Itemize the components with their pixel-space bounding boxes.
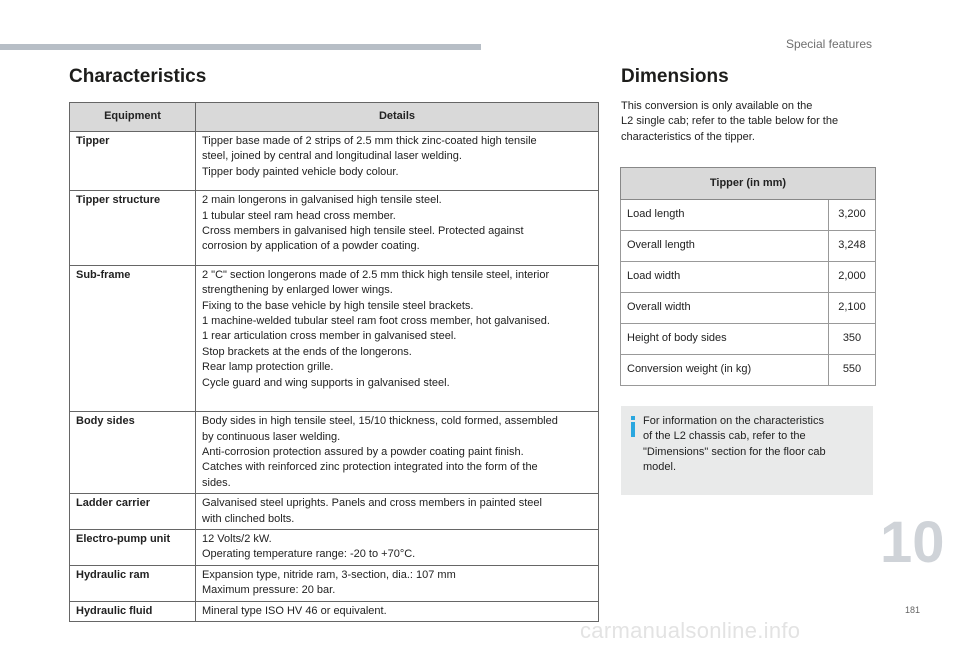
- equipment-label: Tipper: [70, 132, 196, 191]
- detail-line: Body sides in high tensile steel, 15/10 thickness, cold formed, assembled: [202, 415, 558, 428]
- equipment-label: Sub-frame: [70, 265, 196, 411]
- table-row: [70, 265, 599, 411]
- info-line: "Dimensions" section for the floor cab: [643, 445, 826, 458]
- dimensions-title: Dimensions: [621, 66, 729, 87]
- detail-line: Fixing to the base vehicle by high tensile steel brackets.: [202, 299, 474, 312]
- equipment-details: [196, 412, 599, 494]
- detail-line: Galvanised steel uprights. Panels and cross members in painted steel: [202, 497, 542, 510]
- equipment-details: [196, 132, 599, 191]
- detail-line: Tipper base made of 2 strips of 2.5 mm thick zinc-coated high tensile: [202, 135, 537, 147]
- info-line: model.: [643, 461, 677, 474]
- equipment-details: [196, 191, 599, 266]
- dimension-value: 2,100: [829, 293, 876, 324]
- detail-line: by continuous laser welding.: [202, 430, 341, 443]
- equipment-label: Tipper structure: [70, 191, 196, 266]
- equipment-label: Ladder carrier: [70, 494, 196, 530]
- detail-line: Catches with reinforced zinc protection integrated into the form of the: [202, 461, 538, 474]
- characteristics-table: [69, 102, 599, 622]
- page-number: 181: [905, 605, 921, 615]
- table-row: [621, 293, 876, 324]
- equipment-label: Electro-pump unit: [70, 529, 196, 565]
- detail-line: Tipper body painted vehicle body colour.: [202, 165, 399, 178]
- info-box: [621, 406, 873, 495]
- dimension-label: Height of body sides: [621, 324, 829, 355]
- watermark: carmanualsonline.info: [580, 618, 801, 643]
- dimensions-intro: [621, 99, 871, 145]
- intro-line: This conversion is only available on the: [621, 100, 813, 112]
- table-row: [70, 494, 599, 530]
- detail-line: Maximum pressure: 20 bar.: [202, 584, 336, 597]
- table-row: [621, 262, 876, 293]
- dimension-value: 550: [829, 355, 876, 386]
- header-rule: [0, 44, 481, 50]
- equipment-label: Hydraulic ram: [70, 565, 196, 601]
- detail-line: Operating temperature range: -20 to +70°C.: [202, 548, 416, 561]
- info-text: [643, 414, 865, 476]
- equipment-details: [196, 601, 599, 621]
- detail-line: Cycle guard and wing supports in galvanised steel.: [202, 376, 450, 389]
- detail-line: corrosion by application of a powder coating.: [202, 240, 420, 253]
- detail-line: with clinched bolts.: [202, 512, 295, 525]
- dimension-label: Load width: [621, 262, 829, 293]
- table-row: [70, 565, 599, 601]
- detail-line: Expansion type, nitride ram, 3-section, dia.: 107 mm: [202, 568, 456, 581]
- dimension-label: Conversion weight (in kg): [621, 355, 829, 386]
- info-icon: [631, 416, 635, 437]
- dimension-label: Load length: [621, 200, 829, 231]
- table-row: [621, 324, 876, 355]
- detail-line: Anti-corrosion protection assured by a powder coating paint finish.: [202, 445, 524, 458]
- equipment-details: [196, 565, 599, 601]
- equipment-label: Body sides: [70, 412, 196, 494]
- dimension-label: Overall width: [621, 293, 829, 324]
- detail-line: sides.: [202, 476, 231, 489]
- chapter-number: 10: [880, 510, 945, 575]
- info-line: For information on the characteristics: [643, 415, 824, 427]
- detail-line: Cross members in galvanised high tensile steel. Protected against: [202, 225, 524, 238]
- dimension-label: Overall length: [621, 231, 829, 262]
- table-row: [621, 200, 876, 231]
- column-header-details: Details: [196, 103, 599, 132]
- detail-line: Mineral type ISO HV 46 or equivalent.: [202, 604, 387, 617]
- intro-line: L2 single cab; refer to the table below for the: [621, 115, 839, 128]
- table-header-row: [70, 103, 599, 132]
- info-line: of the L2 chassis cab, refer to the: [643, 430, 806, 443]
- dimension-value: 3,200: [829, 200, 876, 231]
- equipment-details: [196, 494, 599, 530]
- dimensions-table: [620, 167, 876, 386]
- table-row: [70, 191, 599, 266]
- dimensions-table-header: Tipper (in mm): [621, 168, 876, 200]
- table-row: [621, 355, 876, 386]
- equipment-details: [196, 265, 599, 411]
- table-row: [70, 132, 599, 191]
- table-row: [621, 231, 876, 262]
- detail-line: 1 rear articulation cross member in galvanised steel.: [202, 330, 457, 343]
- detail-line: 1 tubular steel ram head cross member.: [202, 209, 396, 222]
- detail-line: Stop brackets at the ends of the longerons.: [202, 345, 412, 358]
- dimension-value: 3,248: [829, 231, 876, 262]
- detail-line: 12 Volts/2 kW.: [202, 532, 272, 545]
- dimension-value: 350: [829, 324, 876, 355]
- detail-line: 1 machine-welded tubular steel ram foot cross member, hot galvanised.: [202, 315, 550, 328]
- column-header-equipment: Equipment: [70, 103, 196, 132]
- intro-line: characteristics of the tipper.: [621, 130, 755, 143]
- detail-line: 2 "C" section longerons made of 2.5 mm thick high tensile steel, interior: [202, 268, 550, 281]
- detail-line: strengthening by enlarged lower wings.: [202, 284, 393, 297]
- dimension-value: 2,000: [829, 262, 876, 293]
- characteristics-title: Characteristics: [69, 66, 207, 87]
- equipment-details: [196, 529, 599, 565]
- equipment-label: Hydraulic fluid: [70, 601, 196, 621]
- detail-line: Rear lamp protection grille.: [202, 361, 334, 374]
- section-title: Special features: [785, 37, 872, 51]
- table-header-row: [621, 168, 876, 200]
- detail-line: 2 main longerons in galvanised high tensile steel.: [202, 194, 442, 207]
- detail-line: steel, joined by central and longitudinal laser welding.: [202, 150, 462, 163]
- table-row: [70, 601, 599, 621]
- table-row: [70, 529, 599, 565]
- table-row: [70, 412, 599, 494]
